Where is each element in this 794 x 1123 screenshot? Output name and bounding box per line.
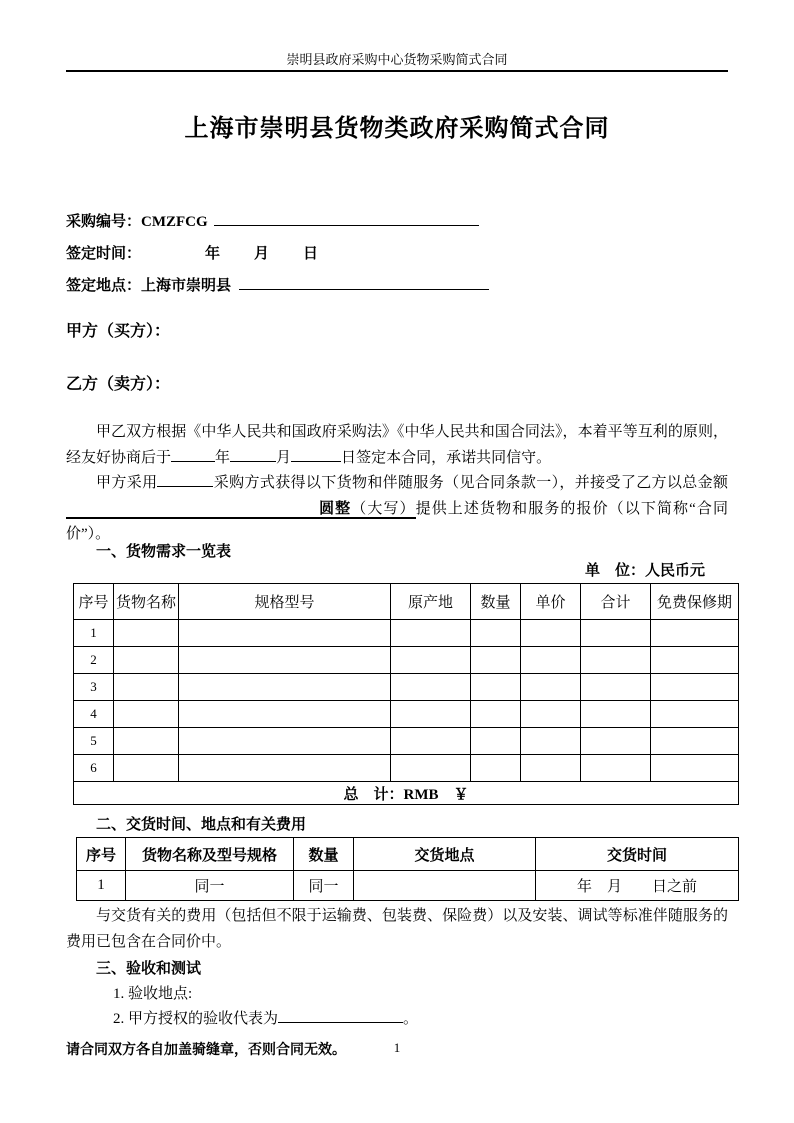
section-title-acceptance: 三、验收和测试 — [96, 961, 202, 977]
column-header: 交货时间 — [536, 838, 739, 871]
empty-cell — [651, 755, 739, 782]
purchase-number-line — [66, 210, 489, 242]
row-number-cell: 3 — [74, 674, 114, 701]
delivery-place-cell — [354, 871, 536, 901]
empty-cell — [521, 674, 581, 701]
table-row — [74, 674, 739, 701]
day-blank — [291, 446, 341, 462]
amount-round-label: 圆整 — [318, 500, 352, 517]
delivery-table — [76, 837, 739, 901]
column-header: 数量 — [294, 838, 354, 871]
table-row — [74, 620, 739, 647]
preamble-paragraph-1 — [66, 420, 728, 471]
column-header: 原产地 — [391, 584, 471, 620]
row-number-cell: 5 — [74, 728, 114, 755]
delivery-time-cell: 年 月 日之前 — [536, 871, 739, 901]
column-header: 序号 — [74, 584, 114, 620]
empty-cell — [114, 674, 179, 701]
empty-cell — [581, 620, 651, 647]
column-header: 规格型号 — [179, 584, 391, 620]
sign-place-value: 上海市崇明县 — [141, 278, 232, 294]
empty-cell — [471, 647, 521, 674]
section-title-goods: 一、货物需求一览表 — [96, 544, 232, 560]
purchase-number-blank — [214, 210, 479, 226]
row-number-cell: 6 — [74, 755, 114, 782]
empty-cell — [521, 728, 581, 755]
empty-cell — [114, 620, 179, 647]
acceptance-rep-blank — [278, 1007, 403, 1023]
contract-meta — [66, 210, 489, 306]
table-row — [74, 647, 739, 674]
sign-time-line — [66, 242, 489, 274]
column-header: 货物名称及型号规格 — [126, 838, 294, 871]
empty-cell — [581, 701, 651, 728]
year-label: 年 — [215, 449, 231, 466]
empty-cell — [651, 620, 739, 647]
empty-cell — [391, 728, 471, 755]
preamble-text: 甲方采用 — [96, 475, 158, 491]
empty-cell — [391, 755, 471, 782]
total-label: 总 计：RMB ￥ — [74, 782, 739, 805]
empty-cell — [471, 674, 521, 701]
empty-cell — [581, 728, 651, 755]
empty-cell — [471, 701, 521, 728]
page-number: 1 — [393, 1040, 401, 1055]
amount-paren-label: （大写） — [351, 500, 416, 517]
empty-cell — [521, 620, 581, 647]
empty-cell — [179, 755, 391, 782]
empty-cell — [521, 701, 581, 728]
empty-cell — [521, 755, 581, 782]
running-header: 崇明县政府采购中心货物采购简式合同 — [286, 52, 508, 67]
preamble — [66, 420, 728, 548]
column-header: 合计 — [581, 584, 651, 620]
row-number-cell: 2 — [74, 647, 114, 674]
delivery-table-header-row — [77, 838, 739, 871]
preamble-text: 采购方式获得以下货物和伴随服务（见合同条款一），并接受了乙方以总金额 — [213, 475, 728, 491]
empty-cell — [581, 755, 651, 782]
empty-cell — [581, 647, 651, 674]
column-header: 序号 — [77, 838, 126, 871]
column-header: 单价 — [521, 584, 581, 620]
table-row — [74, 728, 739, 755]
header-rule — [66, 70, 728, 72]
empty-cell — [581, 674, 651, 701]
preamble-text: 签定本合同，承诺共同信守。 — [356, 449, 552, 466]
month-blank — [230, 446, 276, 462]
empty-cell — [651, 701, 739, 728]
amount-underline-group — [66, 501, 416, 519]
empty-cell — [521, 647, 581, 674]
empty-cell — [114, 701, 179, 728]
month-label: 月 — [254, 246, 270, 262]
empty-cell — [391, 674, 471, 701]
table-row — [74, 701, 739, 728]
day-label: 日 — [341, 449, 357, 466]
purchase-number-label: 采购编号： — [66, 214, 142, 230]
empty-cell — [651, 728, 739, 755]
column-header: 数量 — [471, 584, 521, 620]
empty-cell — [179, 728, 391, 755]
footer-note: 请合同双方各自加盖骑缝章，否则合同无效。 — [66, 1043, 346, 1058]
goods-name-cell: 同一 — [126, 871, 294, 901]
empty-cell — [179, 701, 391, 728]
goods-table — [73, 583, 739, 805]
acceptance-rep-prefix: 2. 甲方授权的验收代表为 — [113, 1011, 279, 1027]
acceptance-rep-suffix: 。 — [403, 1011, 419, 1027]
sign-time-label: 签定时间： — [66, 246, 142, 262]
row-number-cell: 1 — [74, 620, 114, 647]
empty-cell — [391, 701, 471, 728]
empty-cell — [114, 647, 179, 674]
month-label: 月 — [276, 449, 292, 466]
row-number-cell: 4 — [74, 701, 114, 728]
purchase-number-code: CMZFCG — [141, 214, 208, 230]
day-label: 日 — [303, 246, 319, 262]
empty-cell — [391, 620, 471, 647]
empty-cell — [651, 647, 739, 674]
row-number-cell: 1 — [77, 871, 126, 901]
year-blank — [171, 446, 215, 462]
empty-cell — [114, 728, 179, 755]
empty-cell — [471, 728, 521, 755]
procurement-method-blank — [157, 471, 213, 487]
amount-blank — [66, 498, 318, 513]
table-row — [74, 755, 739, 782]
empty-cell — [471, 755, 521, 782]
sign-place-label: 签定地点： — [66, 278, 142, 294]
preamble-paragraph-2 — [66, 471, 728, 548]
section-title-delivery: 二、交货时间、地点和有关费用 — [96, 817, 307, 833]
party-b-label: 乙方（卖方）： — [66, 376, 171, 393]
empty-cell — [179, 620, 391, 647]
empty-cell — [114, 755, 179, 782]
page-title: 上海市崇明县货物类政府采购简式合同 — [184, 116, 610, 142]
party-a-label: 甲方（买方）： — [66, 323, 171, 340]
column-header: 交货地点 — [354, 838, 536, 871]
empty-cell — [391, 647, 471, 674]
empty-cell — [179, 647, 391, 674]
sign-place-blank — [239, 274, 489, 290]
table-row — [77, 871, 739, 901]
year-label: 年 — [205, 246, 221, 262]
column-header: 货物名称 — [114, 584, 179, 620]
empty-cell — [471, 620, 521, 647]
delivery-cost-note: 与交货有关的费用（包括但不限于运输费、包装费、保险费）以及安装、调试等标准伴随服务的费用已包含在合同价中。 — [66, 908, 728, 950]
acceptance-item-1: 1. 验收地点: — [113, 986, 193, 1002]
goods-table-body — [74, 620, 739, 782]
goods-total-row — [74, 782, 739, 805]
column-header: 免费保修期 — [651, 584, 739, 620]
preamble-text: 提供上述货物和服务的报价（以下简称“合同价”）。 — [66, 500, 728, 542]
goods-table-header-row — [74, 584, 739, 620]
acceptance-item-2 — [113, 1007, 418, 1028]
quantity-cell: 同一 — [294, 871, 354, 901]
empty-cell — [179, 674, 391, 701]
preamble-text: 甲乙双方根据《中华人民共和国政府采购法》《中华人民共和国合同法》，本着平等互利的原则，经友好协商后于 — [66, 424, 728, 466]
sign-place-line — [66, 274, 489, 306]
empty-cell — [651, 674, 739, 701]
currency-unit-note: 单 位：人民币元 — [584, 563, 705, 579]
